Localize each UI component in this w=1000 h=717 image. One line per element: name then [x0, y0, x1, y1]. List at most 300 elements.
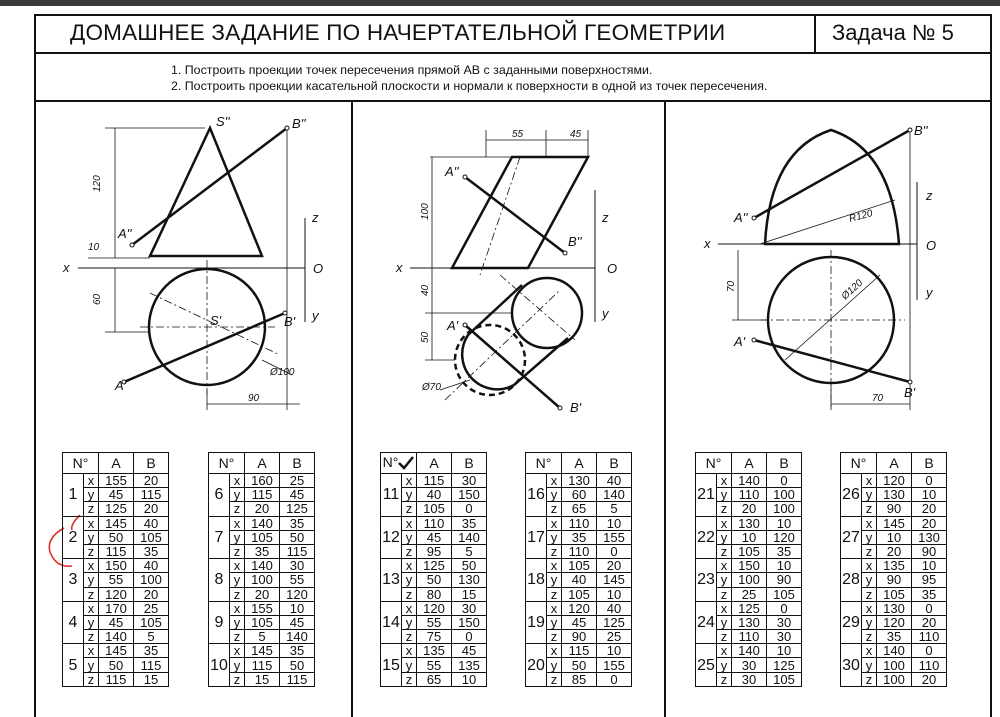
point-a-value: 45: [562, 615, 597, 629]
point-b-value: 50: [280, 658, 315, 672]
axis-label: y: [862, 658, 877, 672]
table-header-a: A: [99, 453, 134, 474]
table-row: [841, 559, 947, 573]
point-a-value: 10: [877, 530, 912, 544]
point-b-value: 0: [767, 474, 802, 488]
point-a-value: 145: [99, 516, 134, 530]
instruction-2: 2. Построить проекции касательной плоскости и нормали к поверхности в одной из точек пересечения.: [171, 79, 768, 93]
cone-dim-120: 120: [92, 175, 103, 192]
table-row: [381, 516, 487, 530]
axis-label: z: [717, 587, 732, 601]
point-b-value: 155: [597, 530, 632, 544]
axis-label: x: [402, 516, 417, 530]
table-header-b: B: [912, 453, 947, 474]
checkmark-icon: [398, 456, 414, 470]
point-b-value: 105: [767, 587, 802, 601]
point-a-value: 45: [99, 488, 134, 502]
point-b-value: 0: [452, 630, 487, 644]
point-b-value: 145: [597, 573, 632, 587]
axis-label: z: [84, 672, 99, 686]
variant-number: 4: [63, 601, 84, 644]
variant-number: 7: [209, 516, 230, 559]
axis-label: y: [862, 530, 877, 544]
point-b-value: 115: [134, 658, 169, 672]
point-b-value: 150: [452, 615, 487, 629]
point-a-value: 105: [245, 530, 280, 544]
point-a-value: 50: [562, 658, 597, 672]
point-b-value: 45: [280, 488, 315, 502]
axis-label: y: [547, 573, 562, 587]
table-header-b: B: [280, 453, 315, 474]
point-b-value: 100: [134, 573, 169, 587]
axis-label: x: [230, 601, 245, 615]
cone-label-b1: B': [284, 314, 296, 329]
point-a-value: 110: [732, 488, 767, 502]
axis-label: x: [717, 474, 732, 488]
point-b-value: 35: [280, 516, 315, 530]
axis-label: y: [84, 530, 99, 544]
table-row: [526, 516, 632, 530]
point-b-value: 30: [280, 559, 315, 573]
cone-label-b2: B'': [292, 116, 306, 131]
axis-label: x: [717, 516, 732, 530]
point-a-value: 90: [877, 573, 912, 587]
variant-number: 11: [381, 474, 402, 517]
point-b-value: 115: [280, 544, 315, 558]
table-row: [526, 474, 632, 488]
variant-table-4: [525, 452, 632, 687]
axis-label: y: [717, 658, 732, 672]
point-a-value: 85: [562, 672, 597, 686]
axis-label: x: [717, 601, 732, 615]
point-b-value: 20: [912, 615, 947, 629]
axis-label: z: [717, 630, 732, 644]
axis-label: y: [402, 615, 417, 629]
point-a-value: 55: [417, 658, 452, 672]
point-b-value: 10: [912, 488, 947, 502]
variant-number: 16: [526, 474, 547, 517]
table-row: [209, 559, 315, 573]
sph-dim-70h: 70: [872, 393, 884, 404]
point-a-value: 140: [732, 644, 767, 658]
header-no-label: N°: [72, 454, 89, 471]
axis-label: y: [84, 615, 99, 629]
point-a-value: 125: [732, 601, 767, 615]
table-header-a: A: [732, 453, 767, 474]
axis-label: x: [230, 516, 245, 530]
table-row: [209, 644, 315, 658]
point-a-value: 20: [245, 502, 280, 516]
cyl-dim-100: 100: [420, 203, 431, 220]
axis-label: z: [84, 544, 99, 558]
point-b-value: 10: [767, 559, 802, 573]
axis-label: x: [862, 559, 877, 573]
point-a-value: 40: [562, 573, 597, 587]
table-row: [841, 474, 947, 488]
table-row: [526, 559, 632, 573]
sph-dim-r120: R120: [847, 208, 874, 225]
table-row: [381, 601, 487, 615]
point-b-value: 35: [134, 544, 169, 558]
cone-label-a2: A'': [118, 226, 132, 241]
point-b-value: 150: [452, 488, 487, 502]
axis-label: x: [402, 559, 417, 573]
point-a-value: 130: [877, 601, 912, 615]
table-row: [526, 601, 632, 615]
axis-label: z: [84, 587, 99, 601]
point-b-value: 130: [912, 530, 947, 544]
axis-label: z: [230, 672, 245, 686]
sph-axis-y: y: [926, 285, 933, 300]
variant-number: 10: [209, 644, 230, 687]
cyl-dim-40: 40: [420, 284, 431, 296]
table-header-no: [209, 453, 245, 474]
variant-number: 12: [381, 516, 402, 559]
variant-table-3: [380, 452, 487, 687]
point-a-value: 125: [417, 559, 452, 573]
variant-number: 6: [209, 474, 230, 517]
point-b-value: 125: [767, 658, 802, 672]
point-a-value: 115: [245, 488, 280, 502]
point-b-value: 35: [280, 644, 315, 658]
table-row: [526, 644, 632, 658]
table-row: [63, 474, 169, 488]
point-b-value: 20: [134, 502, 169, 516]
axis-label: x: [862, 644, 877, 658]
point-b-value: 125: [597, 615, 632, 629]
point-b-value: 40: [597, 601, 632, 615]
variant-number: 2: [63, 516, 84, 559]
point-b-value: 40: [134, 559, 169, 573]
variant-number: 5: [63, 644, 84, 687]
point-a-value: 105: [562, 559, 597, 573]
point-b-value: 0: [597, 672, 632, 686]
point-a-value: 25: [732, 587, 767, 601]
axis-label: z: [84, 630, 99, 644]
axis-label: z: [402, 587, 417, 601]
axis-label: z: [230, 587, 245, 601]
point-a-value: 20: [877, 544, 912, 558]
axis-label: x: [230, 559, 245, 573]
point-a-value: 55: [417, 615, 452, 629]
point-b-value: 0: [767, 601, 802, 615]
page-title: ДОМАШНЕЕ ЗАДАНИЕ ПО НАЧЕРТАТЕЛЬНОЙ ГЕОМЕТРИИ: [70, 20, 726, 45]
point-a-value: 100: [732, 573, 767, 587]
point-b-value: 130: [452, 573, 487, 587]
axis-label: y: [717, 530, 732, 544]
point-b-value: 10: [597, 644, 632, 658]
point-a-value: 80: [417, 587, 452, 601]
table-row: [63, 601, 169, 615]
axis-label: y: [402, 530, 417, 544]
axis-label: y: [717, 615, 732, 629]
point-a-value: 115: [417, 474, 452, 488]
axis-label: z: [230, 544, 245, 558]
table-row: [209, 474, 315, 488]
axis-label: x: [402, 474, 417, 488]
variant-number: 18: [526, 559, 547, 602]
cyl-dim-50: 50: [420, 331, 431, 343]
point-b-value: 110: [912, 658, 947, 672]
variant-number: 19: [526, 601, 547, 644]
table-header-no: [526, 453, 562, 474]
point-a-value: 50: [99, 658, 134, 672]
table-row: [63, 644, 169, 658]
cone-dim-60: 60: [92, 293, 103, 305]
point-a-value: 115: [562, 644, 597, 658]
point-b-value: 10: [767, 516, 802, 530]
point-b-value: 20: [912, 502, 947, 516]
cone-axis-y: y: [312, 308, 319, 323]
point-a-value: 120: [562, 601, 597, 615]
point-a-value: 155: [99, 474, 134, 488]
cone-origin: O: [313, 261, 324, 276]
variant-number: 21: [696, 474, 717, 517]
point-a-value: 95: [417, 544, 452, 558]
table-header-b: B: [597, 453, 632, 474]
axis-label: x: [230, 474, 245, 488]
table-header-b: B: [134, 453, 169, 474]
axis-label: y: [230, 530, 245, 544]
cone-axis-z: z: [312, 210, 319, 225]
axis-label: z: [717, 672, 732, 686]
axis-label: x: [402, 644, 417, 658]
axis-label: y: [402, 488, 417, 502]
point-a-value: 160: [245, 474, 280, 488]
axis-label: z: [402, 672, 417, 686]
axis-label: y: [84, 488, 99, 502]
point-a-value: 140: [99, 630, 134, 644]
axis-label: z: [717, 544, 732, 558]
table-row: [381, 474, 487, 488]
point-a-value: 120: [417, 601, 452, 615]
variant-number: 17: [526, 516, 547, 559]
sph-label-b1: B': [904, 385, 916, 400]
point-b-value: 45: [280, 615, 315, 629]
variant-number: 14: [381, 601, 402, 644]
cone-dim-10: 10: [88, 242, 100, 253]
point-a-value: 20: [732, 502, 767, 516]
point-a-value: 45: [417, 530, 452, 544]
cyl-origin: O: [607, 261, 618, 276]
sph-label-b2: B'': [914, 123, 928, 138]
axis-label: y: [547, 658, 562, 672]
axis-label: y: [230, 488, 245, 502]
point-a-value: 140: [245, 559, 280, 573]
point-a-value: 110: [732, 630, 767, 644]
point-a-value: 110: [562, 544, 597, 558]
axis-label: x: [547, 559, 562, 573]
point-b-value: 30: [452, 601, 487, 615]
point-b-value: 45: [452, 644, 487, 658]
point-a-value: 40: [417, 488, 452, 502]
axis-label: y: [547, 530, 562, 544]
variant-number: 1: [63, 474, 84, 517]
point-a-value: 55: [99, 573, 134, 587]
table-header-a: A: [877, 453, 912, 474]
point-a-value: 100: [245, 573, 280, 587]
point-b-value: 0: [452, 502, 487, 516]
point-b-value: 140: [452, 530, 487, 544]
point-b-value: 10: [452, 672, 487, 686]
axis-label: y: [717, 488, 732, 502]
variant-table-1: [62, 452, 169, 687]
point-a-value: 155: [245, 601, 280, 615]
axis-label: z: [862, 630, 877, 644]
sph-axis-x: x: [704, 236, 711, 251]
table-row: [841, 644, 947, 658]
point-b-value: 0: [912, 474, 947, 488]
axis-label: y: [230, 615, 245, 629]
cone-dim-90: 90: [248, 393, 260, 404]
variant-number: 26: [841, 474, 862, 517]
point-a-value: 135: [417, 644, 452, 658]
point-a-value: 115: [99, 544, 134, 558]
point-a-value: 100: [877, 672, 912, 686]
point-a-value: 140: [732, 474, 767, 488]
axis-label: y: [402, 658, 417, 672]
point-a-value: 50: [99, 530, 134, 544]
table-header-no: [696, 453, 732, 474]
point-b-value: 25: [597, 630, 632, 644]
point-b-value: 10: [280, 601, 315, 615]
axis-label: z: [402, 502, 417, 516]
point-a-value: 120: [877, 474, 912, 488]
table-header-a: A: [245, 453, 280, 474]
point-b-value: 135: [452, 658, 487, 672]
axis-label: y: [402, 573, 417, 587]
axis-label: x: [230, 644, 245, 658]
point-a-value: 115: [245, 658, 280, 672]
axis-label: z: [547, 630, 562, 644]
point-b-value: 105: [134, 615, 169, 629]
point-b-value: 120: [767, 530, 802, 544]
point-a-value: 10: [732, 530, 767, 544]
point-b-value: 20: [912, 672, 947, 686]
point-a-value: 130: [732, 516, 767, 530]
variant-table-5: [695, 452, 802, 687]
table-row: [696, 474, 802, 488]
cone-label-s1: S': [210, 313, 222, 328]
variant-number: 29: [841, 601, 862, 644]
table-row: [696, 601, 802, 615]
cylinder-drawing: [410, 130, 595, 410]
point-b-value: 5: [452, 544, 487, 558]
table-header-a: A: [562, 453, 597, 474]
axis-label: x: [862, 516, 877, 530]
header-no-label: N°: [218, 454, 235, 471]
point-b-value: 25: [134, 601, 169, 615]
point-b-value: 20: [134, 474, 169, 488]
point-a-value: 105: [562, 587, 597, 601]
point-b-value: 35: [452, 516, 487, 530]
point-b-value: 125: [280, 502, 315, 516]
point-a-value: 75: [417, 630, 452, 644]
axis-label: x: [717, 644, 732, 658]
point-b-value: 105: [767, 672, 802, 686]
axis-label: x: [547, 516, 562, 530]
point-b-value: 35: [912, 587, 947, 601]
point-a-value: 65: [417, 672, 452, 686]
point-a-value: 120: [877, 615, 912, 629]
point-a-value: 35: [562, 530, 597, 544]
cyl-label-b2: B'': [568, 234, 582, 249]
point-a-value: 105: [417, 502, 452, 516]
sph-origin: O: [926, 238, 937, 253]
axis-label: y: [230, 573, 245, 587]
point-a-value: 35: [877, 630, 912, 644]
axis-label: z: [547, 672, 562, 686]
axis-label: x: [84, 644, 99, 658]
axis-label: z: [717, 502, 732, 516]
point-a-value: 110: [417, 516, 452, 530]
table-row: [209, 601, 315, 615]
axis-label: z: [547, 544, 562, 558]
table-header-no: [381, 453, 417, 474]
point-b-value: 20: [597, 559, 632, 573]
point-b-value: 105: [134, 530, 169, 544]
point-b-value: 155: [597, 658, 632, 672]
variant-number: 3: [63, 559, 84, 602]
axis-label: z: [230, 502, 245, 516]
point-a-value: 20: [245, 587, 280, 601]
point-b-value: 90: [767, 573, 802, 587]
point-a-value: 135: [877, 559, 912, 573]
table-row: [63, 559, 169, 573]
point-b-value: 5: [597, 502, 632, 516]
point-b-value: 10: [912, 559, 947, 573]
point-b-value: 100: [767, 502, 802, 516]
point-b-value: 120: [280, 587, 315, 601]
header-no-label: N°: [382, 453, 399, 470]
axis-label: x: [862, 474, 877, 488]
axis-label: y: [717, 573, 732, 587]
point-a-value: 150: [732, 559, 767, 573]
point-b-value: 40: [597, 474, 632, 488]
point-a-value: 105: [877, 587, 912, 601]
sphere-drawing: [718, 128, 917, 410]
point-b-value: 115: [280, 672, 315, 686]
variant-number: 24: [696, 601, 717, 644]
point-b-value: 30: [452, 474, 487, 488]
point-a-value: 130: [877, 488, 912, 502]
table-row: [841, 601, 947, 615]
cyl-axis-x: x: [396, 260, 403, 275]
point-b-value: 35: [134, 644, 169, 658]
point-b-value: 0: [912, 601, 947, 615]
variant-number: 20: [526, 644, 547, 687]
point-a-value: 45: [99, 615, 134, 629]
table-row: [209, 516, 315, 530]
axis-label: z: [862, 502, 877, 516]
axis-label: x: [547, 601, 562, 615]
table-row: [381, 644, 487, 658]
table-row: [696, 644, 802, 658]
point-b-value: 10: [597, 516, 632, 530]
cyl-dim-70: Ø70: [422, 382, 441, 393]
point-a-value: 120: [99, 587, 134, 601]
point-b-value: 0: [597, 544, 632, 558]
variant-number: 13: [381, 559, 402, 602]
cyl-dim-45: 45: [570, 129, 582, 140]
sph-axis-z: z: [926, 188, 933, 203]
point-b-value: 140: [597, 488, 632, 502]
cyl-label-a1: A': [447, 318, 459, 333]
axis-label: z: [402, 544, 417, 558]
variant-table-6: [840, 452, 947, 687]
sph-label-a2: A'': [734, 210, 748, 225]
axis-label: x: [862, 601, 877, 615]
